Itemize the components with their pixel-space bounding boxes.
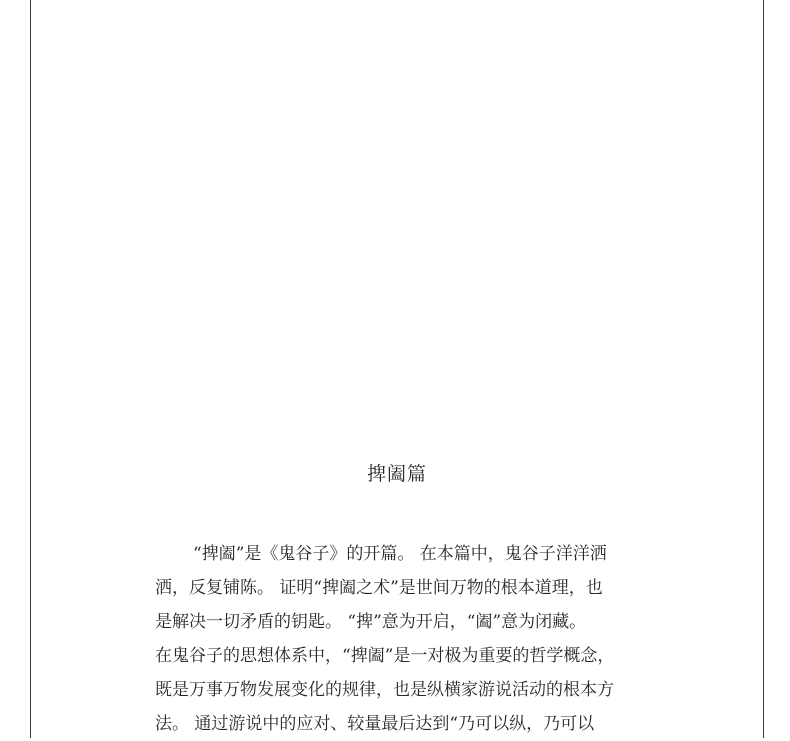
- paragraph-line: 洒，反复铺陈。 证明“捭阖之术”是世间万物的根本道理，也: [155, 578, 603, 598]
- paragraph-line: 法。 通过游说中的应对、较量最后达到“乃可以纵，乃可以: [155, 714, 595, 734]
- body-paragraph: [155, 537, 655, 741]
- paragraph-line: 是解决一切矛盾的钥匙。 “捭”意为开启，“阖”意为闭藏。: [155, 612, 587, 632]
- paragraph-line: 在鬼谷子的思想体系中，“捭阖”是一对极为重要的哲学概念，: [155, 646, 615, 666]
- paragraph-line: “捭阖”是《鬼谷子》的开篇。 在本篇中，鬼谷子洋洋洒: [193, 544, 607, 564]
- paragraph-line: 既是万事万物发展变化的规律，也是纵横家游说活动的根本方: [155, 680, 614, 700]
- document-page: [30, 0, 764, 738]
- chapter-title: 捭阖篇: [366, 463, 427, 485]
